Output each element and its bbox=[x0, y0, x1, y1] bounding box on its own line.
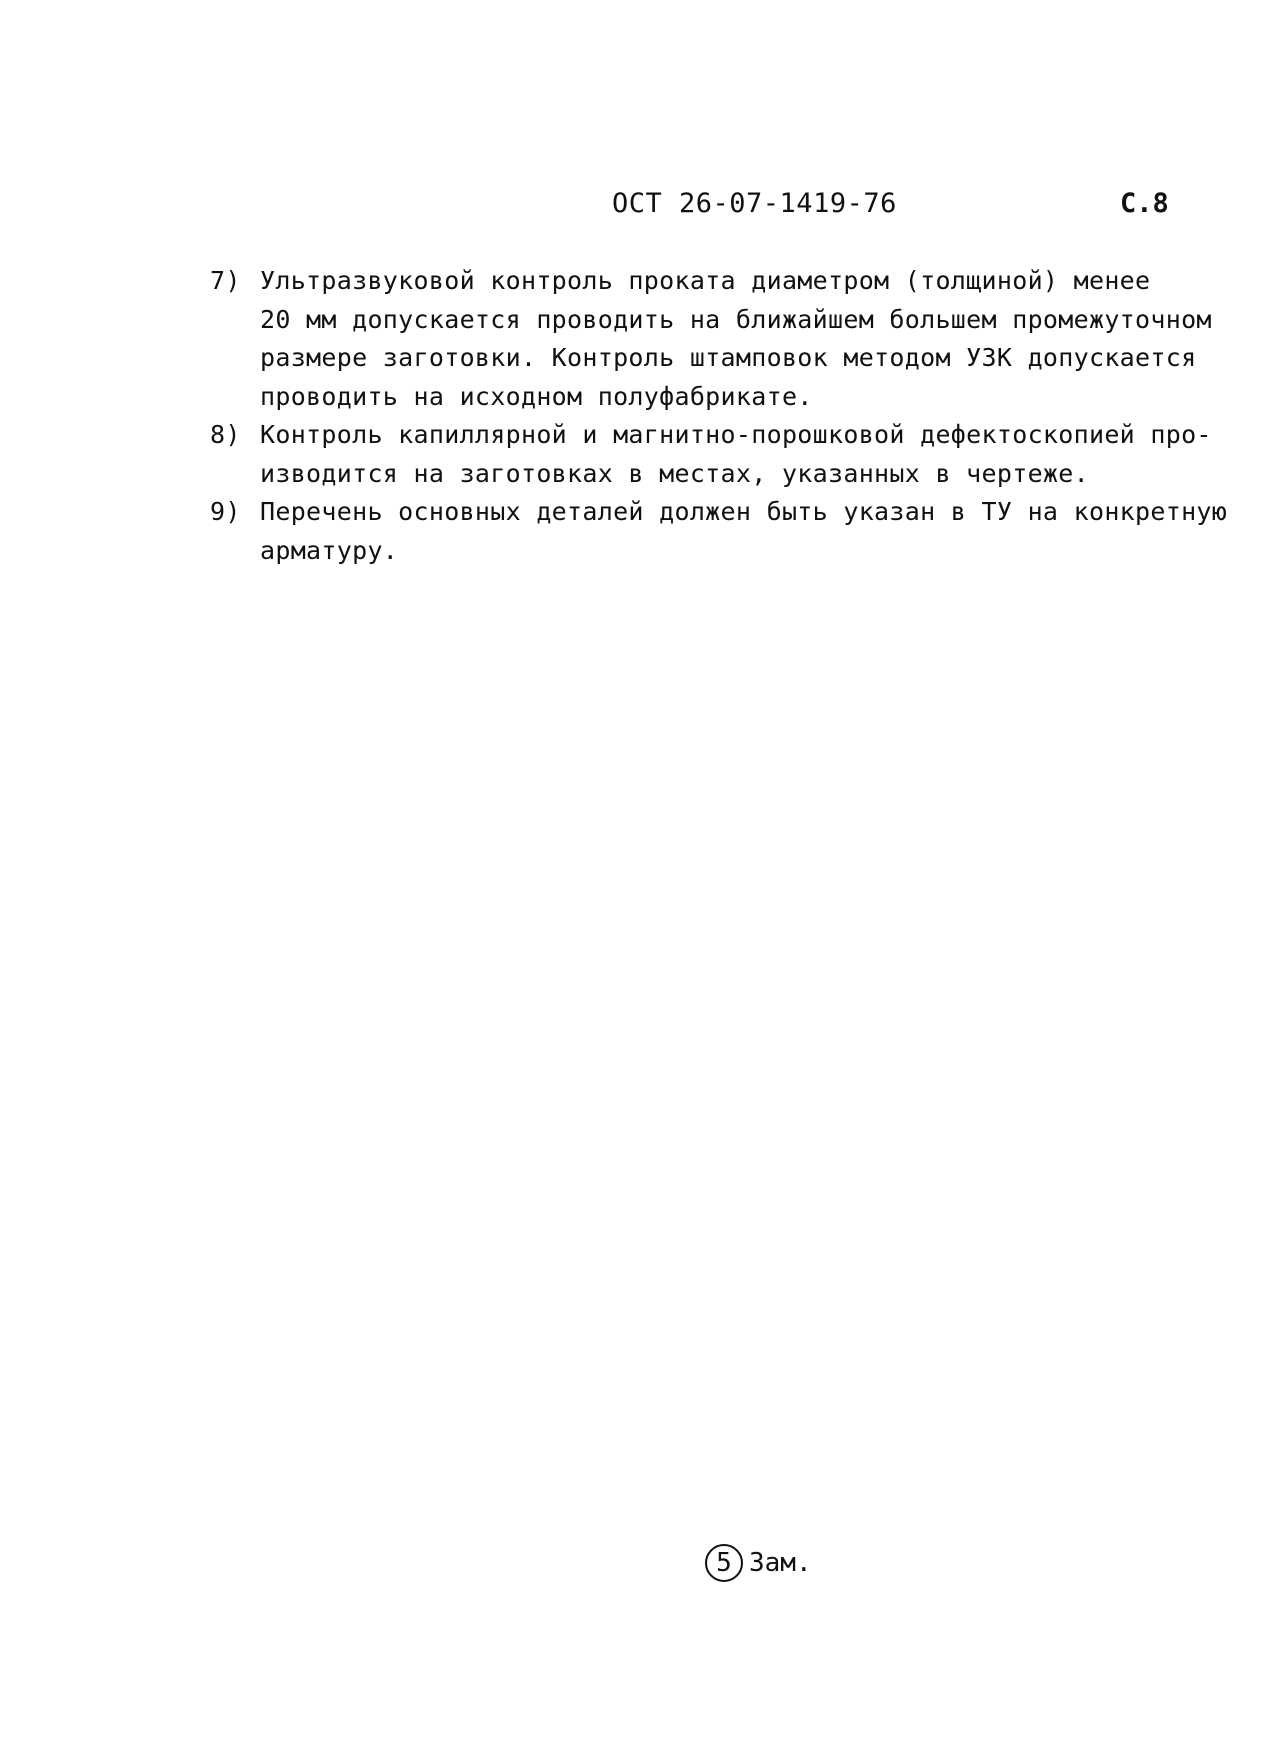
requirements-list bbox=[210, 262, 1230, 570]
change-label: Зам. bbox=[749, 1548, 812, 1578]
list-item bbox=[210, 493, 1230, 570]
item-line: Перечень основных деталей должен быть указан в ТУ на конкретную bbox=[260, 497, 1228, 526]
change-stamp bbox=[705, 1544, 812, 1582]
item-number: 8) bbox=[210, 420, 241, 449]
item-number: 9) bbox=[210, 497, 241, 526]
item-line: 20 мм допускается проводить на ближайшем большем промежуточном bbox=[260, 304, 1212, 334]
list-item bbox=[210, 416, 1230, 493]
document-code: ОСТ 26-07-1419-76 bbox=[612, 188, 897, 219]
item-line: арматуру. bbox=[260, 535, 399, 565]
list-item bbox=[210, 262, 1230, 416]
item-line: Контроль капиллярной и магнитно-порошковой дефектоскопией про- bbox=[260, 420, 1212, 449]
page-number: С.8 bbox=[1120, 188, 1169, 219]
item-line: проводить на исходном полуфабрикате. bbox=[260, 381, 813, 411]
item-line: изводится на заготовках в местах, указанных в чертеже. bbox=[260, 458, 1089, 488]
item-line: размере заготовки. Контроль штамповок методом УЗК допускается bbox=[260, 343, 1197, 372]
item-number: 7) bbox=[210, 266, 241, 295]
change-number-circle: 5 bbox=[705, 1544, 743, 1582]
item-line: Ультразвуковой контроль проката диаметром (толщиной) менее bbox=[260, 266, 1151, 295]
